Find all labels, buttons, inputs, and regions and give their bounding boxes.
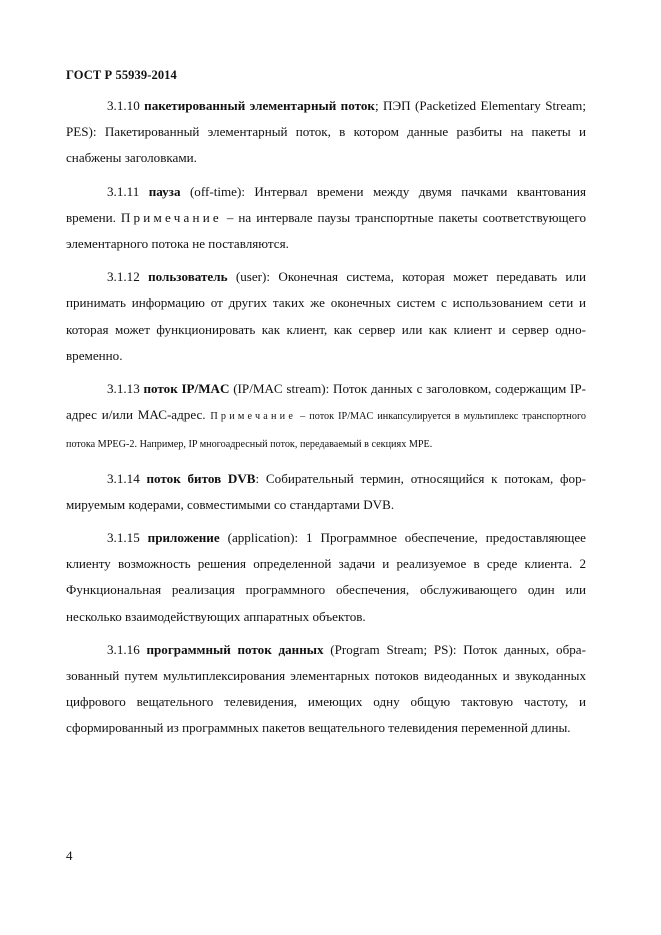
definition-3-1-14 bbox=[66, 466, 586, 518]
term: пауза bbox=[148, 183, 181, 199]
term: пользователь bbox=[148, 269, 228, 285]
clause-number: 3.1.13 bbox=[107, 381, 144, 397]
definition-3-1-12 bbox=[66, 264, 586, 369]
note-text: – на интервале паузы транспортные пакеты соответствующего элементарного потока не поставляются. bbox=[66, 209, 586, 252]
definition-text: (IP/MAC stream): Поток данных с заголовком, содержащим IP-адрес и/или МАС-адрес. bbox=[66, 381, 587, 423]
clause-number: 3.1.16 bbox=[107, 641, 147, 657]
note-label: Примечание bbox=[120, 209, 222, 225]
definition-text: (Program Stream; PS): Поток данных, образованный путем мультиплексирования элементарных потоков видеоданных и звукоданных цифрового вещательного телевидения, имеющих одну общую тактовую частоту, и сформированный из программных пакетов вещательного телевидения переменной длины. bbox=[66, 641, 586, 736]
clause-number: 3.1.11 bbox=[107, 183, 149, 199]
term: поток битов DVB bbox=[146, 470, 256, 486]
clause-number: 3.1.15 bbox=[107, 530, 148, 546]
term: поток IP/MAC bbox=[143, 381, 230, 397]
definition-3-1-15 bbox=[66, 525, 586, 630]
term: приложение bbox=[147, 530, 220, 546]
definition-3-1-13 bbox=[66, 376, 586, 459]
clause-number: 3.1.12 bbox=[107, 269, 149, 285]
note-label: Примечание bbox=[210, 411, 297, 423]
definition-text: (off-time): Интервал времени между двумя пачками квантования времени. bbox=[66, 183, 587, 225]
document-header: ГОСТ Р 55939-2014 bbox=[66, 68, 177, 82]
clause-number: 3.1.14 bbox=[107, 470, 147, 486]
definition-3-1-10 bbox=[66, 93, 586, 172]
definition-3-1-11 bbox=[66, 179, 586, 258]
page-number: 4 bbox=[66, 848, 73, 863]
definition-text: : Собирательный термин, относящийся к потокам, формируемым кодерами, совместимыми со стандартами DVB. bbox=[66, 470, 587, 512]
clause-number: 3.1.10 bbox=[107, 98, 145, 113]
definition-text: (user): Оконечная система, которая может передавать или принимать информацию от других таких же оконечных систем с использованием сети и которая может функционировать как клиент, как сервер или как клиент и сервер одновременно. bbox=[66, 269, 586, 363]
note-text: – поток IP/MAC инкапсулируется в мультиплекс транспортного потока MPEG-2. Например, IP многоадресный поток, передаваемый в секциях MPE. bbox=[66, 411, 586, 451]
definition-text: (application): 1 Программное обеспечение, предоставляющее клиенту возможность решения определенной задачи и реализуемое в среде клиента. 2 Функциональная реализация программного обеспечения, обслуживающего один или несколько взаимодействующих аппаратных объектов. bbox=[66, 530, 586, 624]
definition-3-1-16 bbox=[66, 637, 586, 742]
definition-text: ; ПЭП (Packetized Elementary Stream; PES): Пакетированный элементарный поток, в котором данные разбиты на пакеты и снабжены заголовками. bbox=[66, 98, 586, 166]
term: пакетированный элементарный поток bbox=[144, 98, 375, 113]
term: программный поток данных bbox=[146, 641, 324, 657]
document-body bbox=[66, 93, 586, 749]
